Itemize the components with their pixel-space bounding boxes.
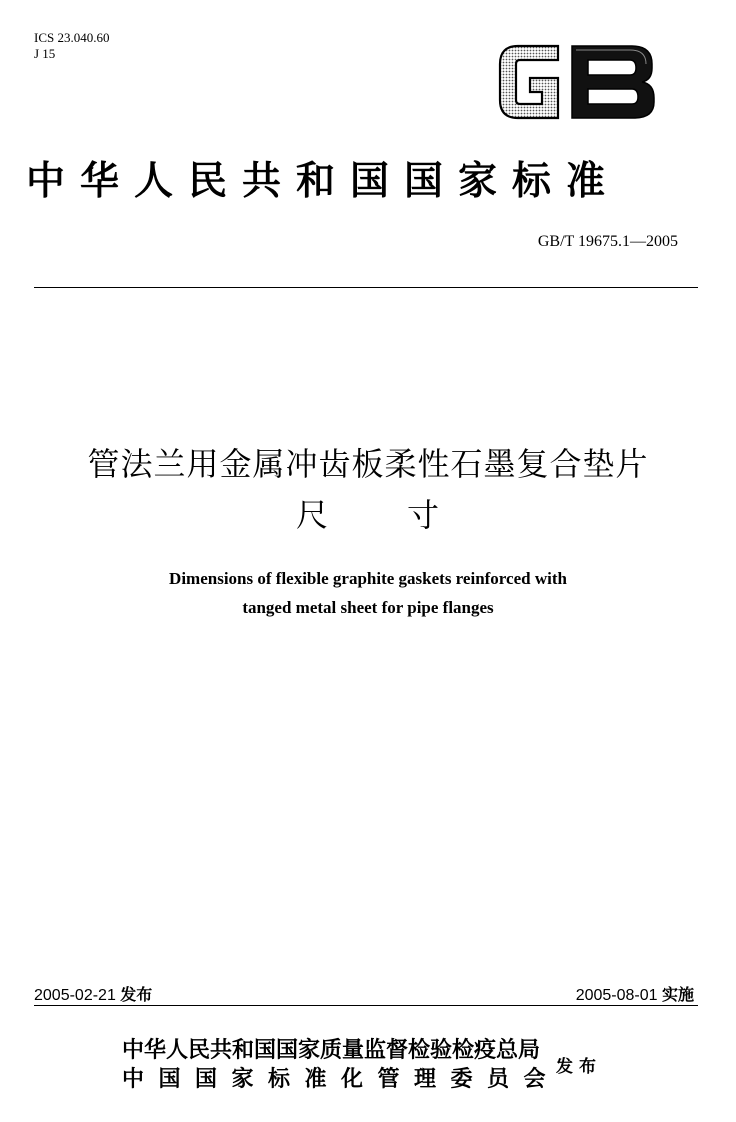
implementation-date — [576, 982, 694, 1005]
classification-codes — [34, 30, 109, 62]
ccs-code: J 15 — [34, 46, 56, 61]
impl-date-value: 2005-08-01 — [575, 987, 658, 1004]
title-cn-line2-part1: 尺 — [295, 496, 329, 534]
title-en-line2: tanged metal sheet for pipe flanges — [242, 598, 494, 617]
logo-text: GB — [496, 40, 498, 41]
publish-label: 发布 — [556, 1057, 602, 1077]
title-en-line1: Dimensions of flexible graphite gaskets reinforced with — [169, 569, 567, 588]
issue-label: 发布 — [120, 985, 153, 1004]
standard-number: GB/T 19675.1—2005 — [537, 233, 678, 250]
header-divider — [34, 287, 698, 288]
issue-date-value: 2005-02-21 — [34, 987, 116, 1004]
issue-date — [34, 982, 152, 1005]
gb-logo — [496, 40, 658, 124]
title-cn-line1: 管法兰用金属冲齿板柔性石墨复合垫片 — [87, 445, 649, 483]
issuer-sac: 中国国家标准化管理委员会 — [122, 1067, 561, 1092]
title-cn-line2 — [0, 493, 736, 537]
footer-divider — [34, 1005, 698, 1006]
title-en — [0, 564, 736, 622]
issuer-aqsiq: 中华人民共和国国家质量监督检验检疫总局 — [122, 1038, 541, 1063]
ics-code: ICS 23.040.60 — [34, 30, 110, 45]
title-cn-line2-part2: 寸 — [407, 496, 441, 534]
impl-label: 实施 — [661, 985, 694, 1004]
national-standard-title: 中华人民共和国国家标准 — [26, 158, 621, 204]
issuing-authorities — [122, 1036, 560, 1094]
